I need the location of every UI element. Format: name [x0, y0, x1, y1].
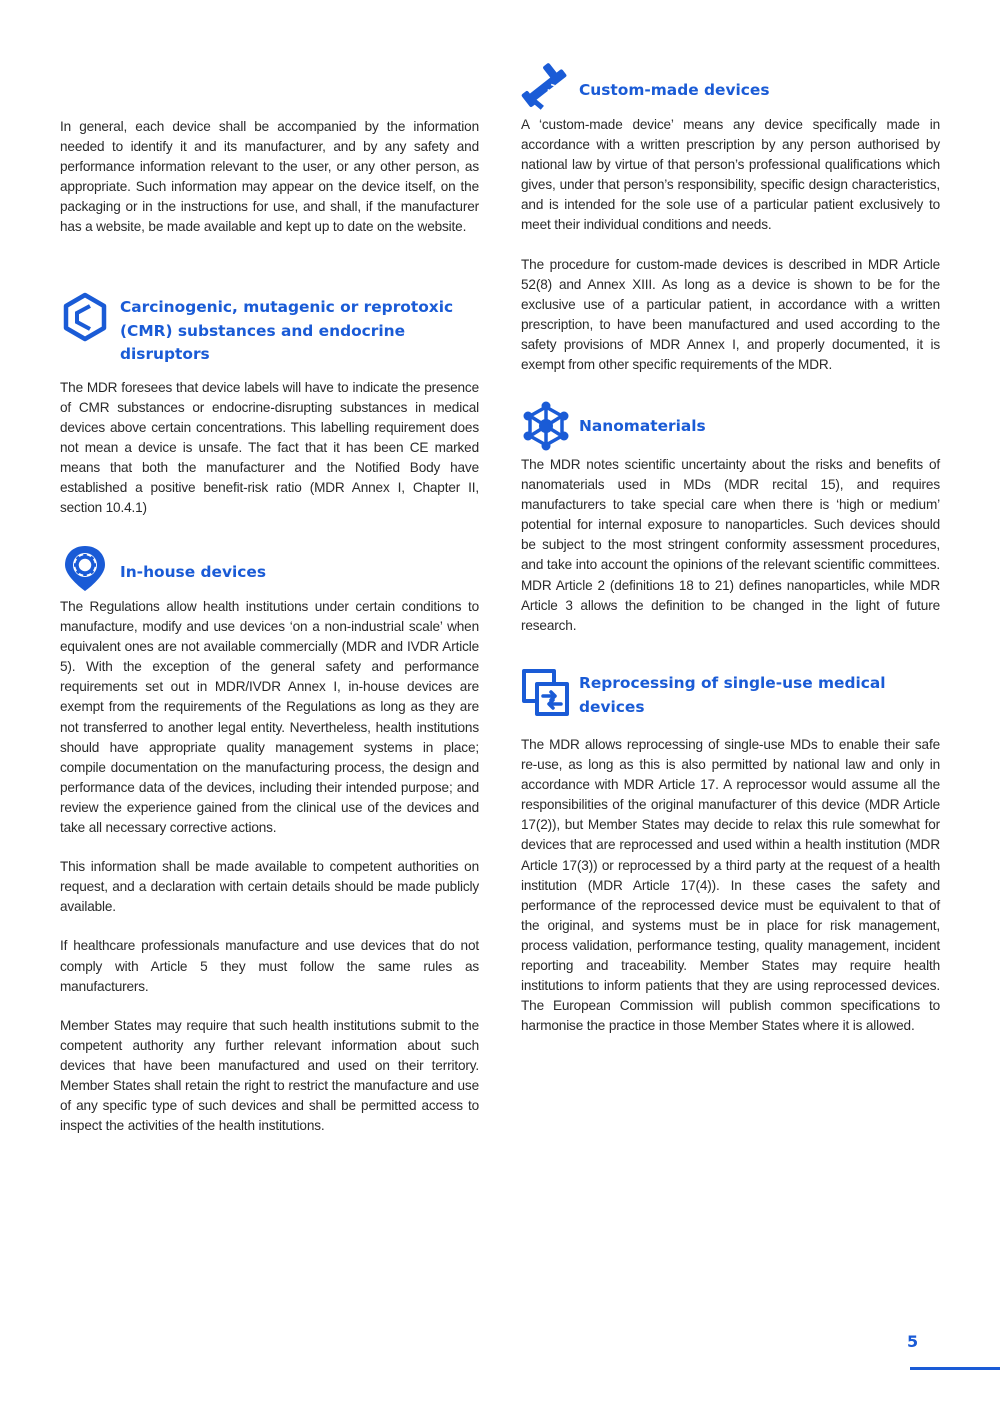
section-reprocess: [521, 668, 940, 1036]
reprocess-body: The MDR allows reprocessing of single-use MDs to enable their safe re-use, as long as this is also permitted by national law and only in accordance with MDR Article 17. A reprocessor would assume all the responsibilities of the original manufacturer of this device (MDR Article 17(2)), but Member States may decide to relax this rule somewhat for devices that are reprocessed and used within a health institution (MDR Article 17(3)) or reprocessed by a third party at the request of a health institution (MDR Article 17(4)). In these cases the safety and performance of the reprocessed device must be equivalent to that of the original, and systems must be in place for risk management, process validation, performance testing, quality management, incident reporting and traceability. Member States may require health institutions to inform patients that they are using reprocessed devices. The European Commission will publish common specifications to harmonise the practice in those Member States where it is allowed.: [521, 737, 940, 1034]
molecule-icon: [521, 401, 571, 451]
page-rule: [910, 1367, 1000, 1370]
section-nano: [521, 401, 940, 636]
intro-paragraph: In general, each device shall be accompanied by the information needed to identify it and its manufacturer, and by any safety and performance information relevant to the user, or any other person, as appropriate. Such information may appear on the device itself, on the packaging or in the instructions for use, and shall, if the manufacturer has a website, be made available and kept up to date on the website.: [60, 119, 479, 235]
inhouse-p4: Member States may require that such health institutions submit to the competent authority any further relevant information about such devices that have been manufactured and used on their territory. Member States shall retain the right to restrict the manufacture and use of any specific type of such devices and shall be permitted access to inspect the activities of the health institutions.: [60, 1017, 479, 1134]
reprocess-title: Reprocessing of single-use medical devices: [579, 674, 886, 716]
gear-pin-icon: [60, 543, 110, 593]
cmr-title: Carcinogenic, mutagenic or reprotoxic (CMR) substances and endocrine disruptors: [120, 298, 454, 363]
custom-heading: [521, 61, 940, 111]
left-intro: [60, 117, 479, 238]
cmr-body: The MDR foresees that device labels will have to indicate the presence of CMR substances or endocrine-disrupting substances in medical devices above certain concentrations. This labelling requirement does not mean a device is unsafe. The fact that it has been CE marked means that both the manufacturer and the Notified Body have established a positive benefit-risk ratio (MDR Annex I, Chapter II, section 10.4.1): [60, 379, 479, 516]
custom-p2: The procedure for custom-made devices is described in MDR Article 52(8) and Annex XIII. As long as a device is shown to be for the exclusive use of a particular patient, in accordance with a written prescription, to have been manufactured and used according to the safety provisions of MDR Annex I, and properly documented, it is exempt from other specific requirements of the MDR.: [521, 256, 940, 373]
section-inhouse: [60, 543, 479, 1136]
inhouse-p2: This information shall be made available to competent authorities on request, and a declaration with certain details should be made publicly available.: [60, 859, 479, 915]
reprocess-icon: [521, 668, 571, 718]
inhouse-p3: If healthcare professionals manufacture and use devices that do not comply with Article 5 they must follow the same rules as manufacturers.: [60, 938, 479, 994]
section-cmr: [60, 292, 479, 518]
inhouse-p1: The Regulations allow health institutions under certain conditions to manufacture, modify and use devices ‘on a non-industrial scale’ when equivalent ones are not available commercially (MDR and IVDR Article 5). With the exception of the general safety and performance requirements set out in MDR/IVDR Annex I, in-house devices are exempt from the requirements of the Regulations as long as they are not transferred to another legal entity. Nevertheless, health institutions should have appropriate quality management systems in place; compile documentation on the manufacturing process, the design and performance data of the devices, including their intended purpose; and review the experience gained from the clinical use of the devices and take all necessary corrective actions.: [60, 599, 479, 836]
custom-title: Custom-made devices: [579, 81, 770, 99]
inhouse-title: In-house devices: [120, 563, 267, 581]
reprocess-heading: [521, 668, 940, 719]
nano-title: Nanomaterials: [579, 417, 706, 435]
page-number: 5: [907, 1332, 919, 1351]
nano-heading: [521, 401, 940, 451]
caliper-icon: [521, 61, 571, 111]
cmr-heading: [60, 292, 479, 367]
section-custom: [521, 61, 940, 375]
custom-p1: A ‘custom-made device’ means any device specifically made in accordance with a written prescription by any person authorised by national law by virtue of that person’s professional qualifications which gives, under that person’s responsibility, specific design characteristics, and is intended for the sole use of a particular patient exclusively to meet their individual conditions and needs.: [521, 117, 940, 233]
hexagon-icon: [60, 292, 110, 342]
inhouse-heading: [60, 543, 479, 593]
nano-body: The MDR notes scientific uncertainty about the risks and benefits of nanomaterials used in MDs (MDR recital 15), and requires manufacturers to take special care when there is ‘high or medium’ potential for internal exposure to nanoparticles. Such devices should be subject to the most stringent conformity assessment procedures, and take into account the opinions of the relevant scientific committees. MDR Article 2 (definitions 18 to 21) defines nanoparticles, while MDR Article 3 allows the definition to be changed in the light of future research.: [521, 457, 940, 633]
